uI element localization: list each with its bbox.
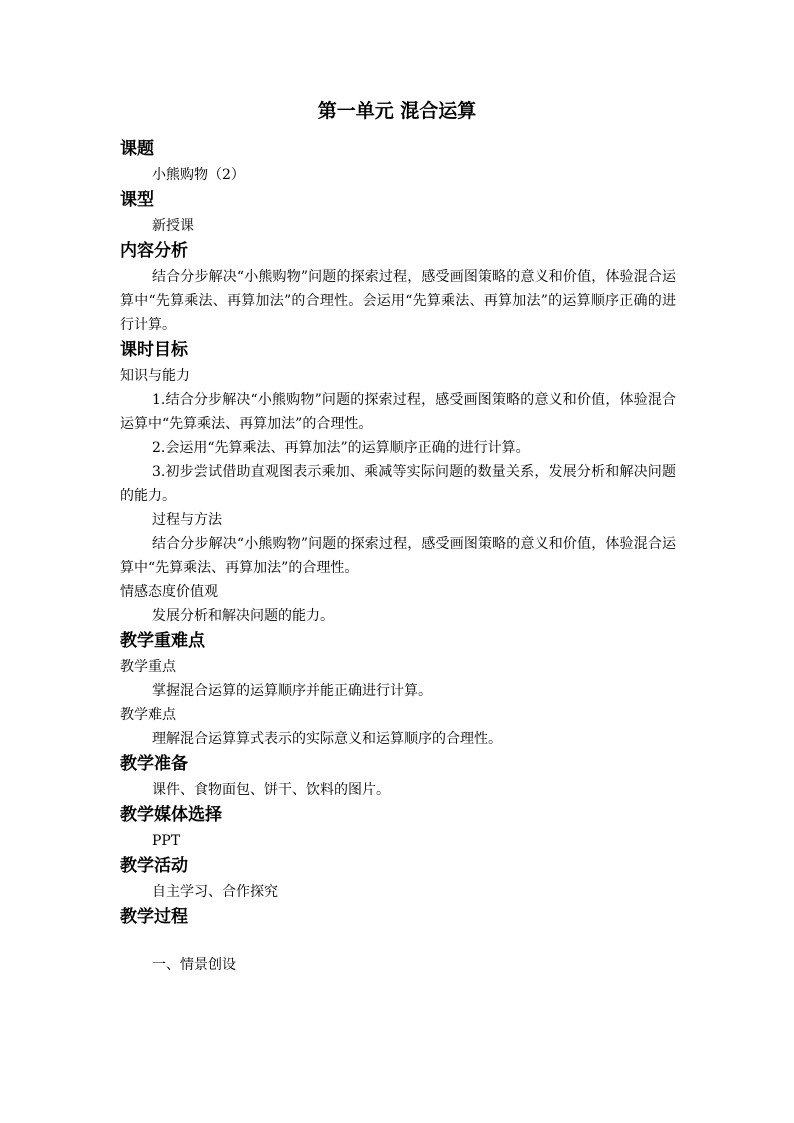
section-heading-key-difficult: 教学重难点 [120, 631, 205, 651]
objective-item-2: 2.会运用“先算乘法、再算加法”的运算顺序正确的进行计算。 [152, 440, 530, 456]
media-text: PPT [152, 833, 181, 849]
objective-item-3: 3.初步尝试借助直观图表示乘加、乘减等实际问题的数量关系，发展分析和解决问题的能力。 [120, 464, 676, 504]
objective-item-1: 1.结合分步解决“小熊购物”问题的探索过程，感受画图策略的意义和价值，体验混合运算中“先算乘法、再算加法”的合理性。 [120, 392, 676, 432]
objectives-subheading-attitude: 情感态度价值观 [120, 584, 218, 600]
key-points-text: 掌握混合运算的运算顺序并能正确进行计算。 [152, 683, 432, 699]
section-heading-lesson-type: 课型 [120, 190, 154, 210]
section-heading-media: 教学媒体选择 [120, 805, 222, 825]
section-heading-objectives: 课时目标 [120, 340, 188, 360]
objectives-subheading-process: 过程与方法 [152, 512, 222, 528]
preparation-text: 课件、食物面包、饼干、饮料的图片。 [152, 782, 390, 798]
section-heading-process: 教学过程 [120, 907, 188, 927]
document-body [120, 136, 676, 977]
section-heading-preparation: 教学准备 [120, 754, 188, 774]
section-heading-content-analysis: 内容分析 [120, 241, 188, 261]
content-analysis-text: 结合分步解决“小熊购物”问题的探索过程，感受画图策略的意义和价值，体验混合运算中“先算乘法、再算加法”的合理性。会运用“先算乘法、再算加法”的运算顺序正确的进行计算。 [120, 269, 676, 333]
objectives-subheading-knowledge: 知识与能力 [120, 368, 190, 384]
blank-line [120, 931, 676, 953]
topic-text: 小熊购物（2） [152, 167, 245, 183]
difficult-points-subheading: 教学难点 [120, 707, 176, 723]
section-heading-activities: 教学活动 [120, 856, 188, 876]
activities-text: 自主学习、合作探究 [152, 884, 278, 900]
section-heading-topic: 课题 [120, 139, 154, 159]
objective-item-5: 发展分析和解决问题的能力。 [152, 608, 334, 624]
difficult-points-text: 理解混合运算算式表示的实际意义和运算顺序的合理性。 [152, 731, 502, 747]
key-points-subheading: 教学重点 [120, 659, 176, 675]
document-title: 第一单元 混合运算 [317, 100, 477, 122]
lesson-type-text: 新授课 [152, 218, 194, 234]
process-step-1: 一、情景创设 [152, 957, 236, 973]
objective-item-4: 结合分步解决“小熊购物”问题的探索过程，感受画图策略的意义和价值，体验混合运算中“先算乘法、再算加法”的合理性。 [120, 536, 676, 576]
